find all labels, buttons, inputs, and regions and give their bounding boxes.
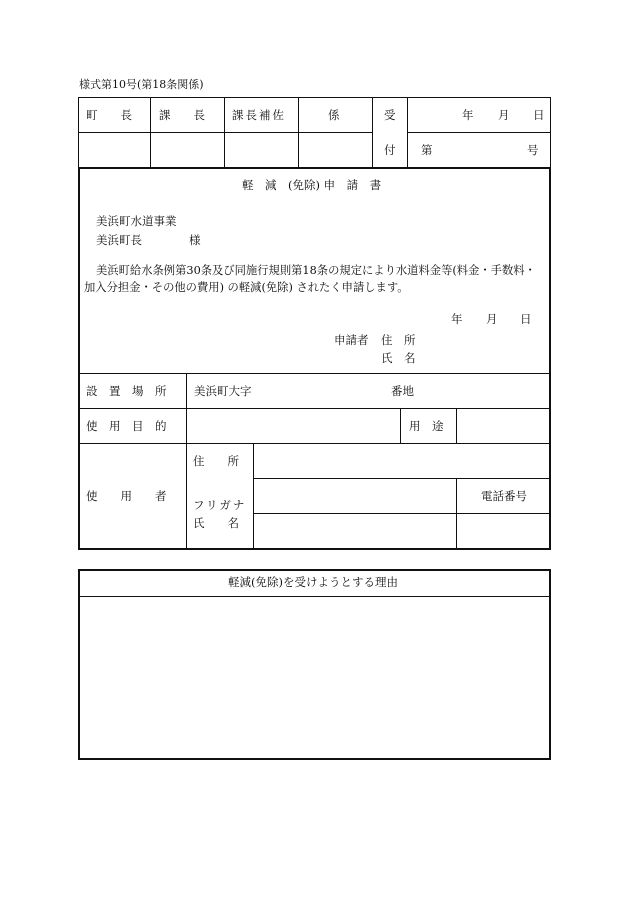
phone-label: 電話番号	[481, 489, 527, 503]
receipt-gou-label: 号	[527, 143, 539, 157]
user-name-label: 氏 名	[193, 516, 239, 530]
applicant-name-field[interactable]	[420, 350, 548, 368]
reason-field[interactable]	[80, 597, 549, 758]
header-choucho: 町 長	[86, 108, 132, 122]
stamp-box-kacho-hosa[interactable]	[225, 133, 298, 167]
user-label: 使 用 者	[86, 489, 167, 503]
uketsuke-top: 受	[384, 108, 396, 122]
addressee-line-1: 美浜町水道事業	[96, 214, 177, 228]
location-suffix: 番地	[391, 384, 414, 398]
location-label: 設 置 場 所	[86, 384, 167, 398]
form-number: 様式第10号(第18条関係)	[79, 78, 204, 91]
receipt-year-label: 年	[462, 108, 474, 122]
applicant-label: 申請者	[334, 333, 369, 347]
receipt-dai-label: 第	[421, 143, 433, 157]
stamp-box-choucho[interactable]	[79, 133, 150, 167]
header-kacho-hosa: 課長補佐	[232, 108, 286, 122]
use-field[interactable]	[457, 409, 549, 443]
reason-title: 軽減(免除)を受けようとする理由	[228, 575, 398, 589]
phone-field[interactable]	[457, 514, 549, 548]
location-prefix: 美浜町大字	[194, 384, 252, 398]
addressee-sama: 様	[189, 233, 201, 247]
application-body-line-1: 美浜町給水条例第30条及び同施行規則第18条の規定により水道料金等(料金・手数料・	[96, 264, 536, 277]
header-kakari: 係	[328, 108, 340, 122]
addressee-line-2: 美浜町長	[96, 233, 142, 247]
application-body-line-2: 加入分担金・その他の費用) の軽減(免除) されたく申請します。	[84, 281, 409, 294]
application-title: 軽 減 (免除) 申 請 書	[242, 178, 382, 192]
application-year-label: 年	[451, 312, 463, 326]
stamp-box-kakari[interactable]	[299, 133, 372, 167]
application-month-label: 月	[486, 312, 498, 326]
application-day-label: 日	[520, 312, 532, 326]
use-label: 用 途	[409, 419, 444, 433]
user-name-field[interactable]	[254, 514, 456, 548]
applicant-address-field[interactable]	[420, 331, 548, 349]
applicant-name-label: 氏 名	[381, 351, 416, 365]
purpose-field[interactable]	[187, 409, 400, 443]
receipt-date-field[interactable]	[408, 98, 550, 132]
receipt-month-label: 月	[498, 108, 510, 122]
furigana-field[interactable]	[254, 479, 456, 513]
user-address-field[interactable]	[254, 444, 549, 478]
user-address-label: 住 所	[193, 454, 239, 468]
furigana-label: フリガナ	[193, 498, 247, 512]
purpose-label: 使 用 目 的	[86, 419, 167, 433]
header-kacho: 課 長	[159, 108, 205, 122]
receipt-day-label: 日	[533, 108, 545, 122]
applicant-address-label: 住 所	[381, 333, 416, 347]
stamp-box-kacho[interactable]	[151, 133, 224, 167]
uketsuke-bottom: 付	[384, 143, 396, 157]
